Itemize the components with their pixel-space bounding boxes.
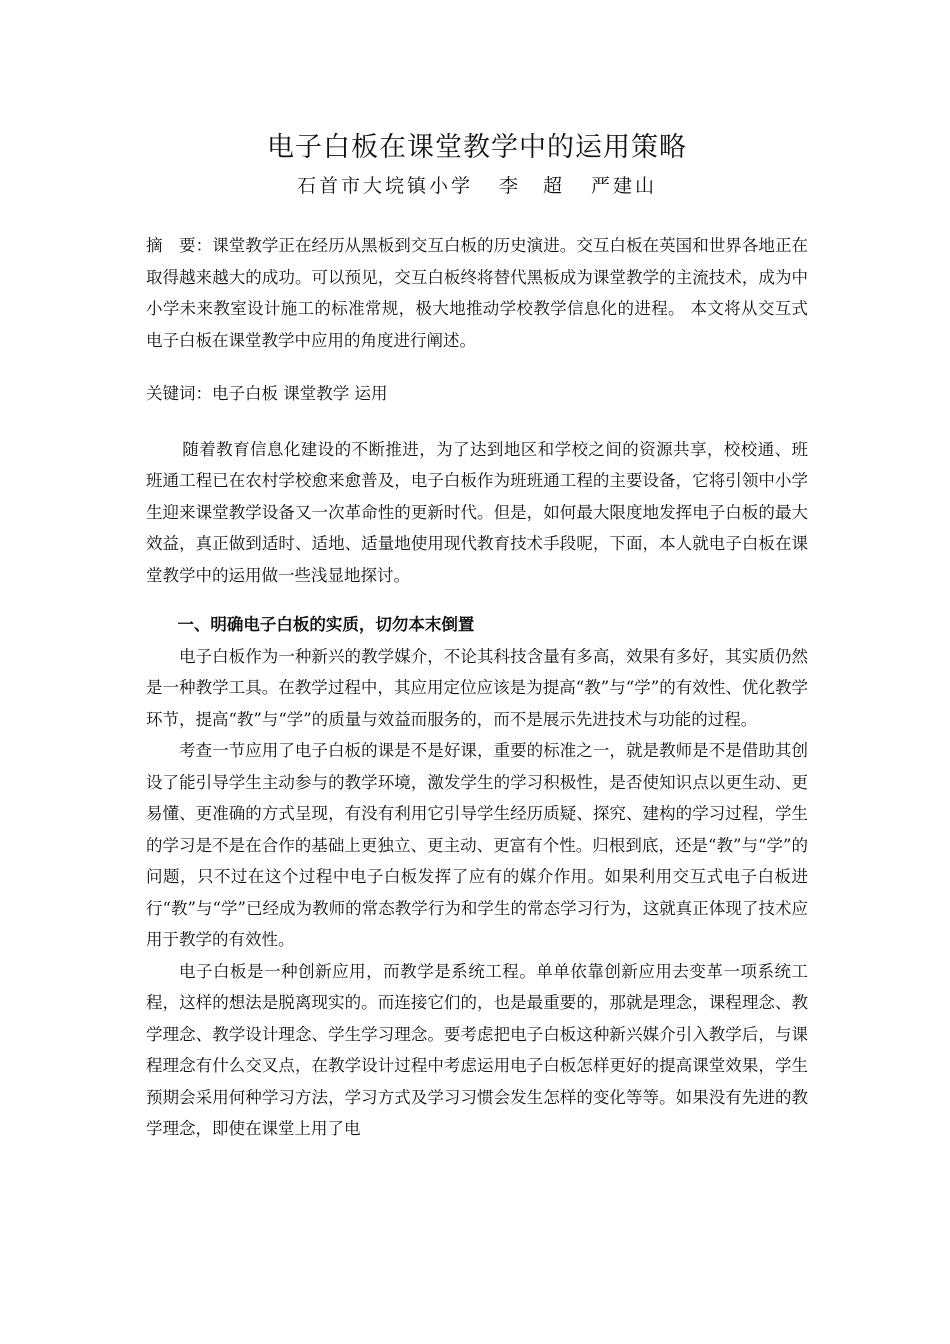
abstract: 摘 要：课堂教学正在经历从黑板到交互白板的历史演进。交互白板在英国和世界各地正在取得越来越大的成功。可以预见，交互白板终将替代黑板成为课堂教学的主流技术，成为中小学未来教室设计施工的标准常规，极大地推动学校教学信息化的进程。 本文将从交互式电子白板在课堂教学中应用的角度进行阐述。 — [146, 236, 808, 350]
body-paragraph-3: 电子白板是一种创新应用，而教学是系统工程。单单依靠创新应用去变革一项系统工程，这样的想法是脱离现实的。而连接它们的，也是最重要的，那就是理念，课程理念、教学理念、教学设计理念、学生学习理念。要考虑把电子白板这种新兴媒介引入教学后，与课程理念有什么交叉点，在教学设计过程中考虑运用电子白板怎样更好的提高课堂效果，学生预期会采用何种学习方法，学习方式及学习习惯会发生怎样的变化等等。如果没有先进的教学理念，即使在课堂上用了电 — [146, 961, 808, 1138]
byline-school: 石首市大垸镇小学 — [296, 175, 473, 197]
keywords: 关键词：电子白板 课堂教学 运用 — [146, 384, 388, 403]
intro-paragraph: 随着教育信息化建设的不断推进，为了达到地区和学校之间的资源共享，校校通、班班通工程已在农村学校愈来愈普及，电子白板作为班班通工程的主要设备，它将引领中小学生迎来课堂教学设备又一次革命性的更新时代。但是，如何最大限度地发挥电子白板的最大效益，真正做到适时、适地、适量地使用现代教育技术手段呢，下面，本人就电子白板在课堂教学中的运用做一些浅显地探讨。 — [146, 439, 808, 585]
body-paragraph-2: 考查一节应用了电子白板的课是不是好课，重要的标准之一，就是教师是不是借助其创设了能引导学生主动参与的教学环境，激发学生的学习积极性，是否使知识点以更生动、更易懂、更准确的方式呈现，有没有利用它引导学生经历质疑、探究、建构的学习过程，学生的学习是不是在合作的基础上更独立、更主动、更富有个性。归根到底，还是“教”与“学”的问题，只不过在这个过程中电子白板发挥了应有的媒介作用。如果利用交互式电子白板进行“教”与“学”已经成为教师的常态教学行为和学生的常态学习行为，这就真正体现了技术应用于教学的有效性。 — [146, 741, 808, 949]
document-page — [146, 128, 808, 1145]
section-heading-1: 一、明确电子白板的实质，切勿本末倒置 — [177, 615, 475, 634]
body-paragraph-1: 电子白板作为一种新兴的教学媒介，不论其科技含量有多高，效果有多好，其实质仍然是一种教学工具。在教学过程中，其应用定位应该是为提高“教”与“学”的有效性、优化教学环节，提高“教”与“学”的质量与效益而服务的，而不是展示先进技术与功能的过程。 — [146, 646, 808, 729]
byline — [146, 172, 808, 200]
document-title: 电子白板在课堂教学中的运用策略 — [267, 132, 687, 163]
byline-author-2: 严建山 — [591, 175, 658, 197]
byline-author-1: 李 超 — [498, 175, 565, 197]
